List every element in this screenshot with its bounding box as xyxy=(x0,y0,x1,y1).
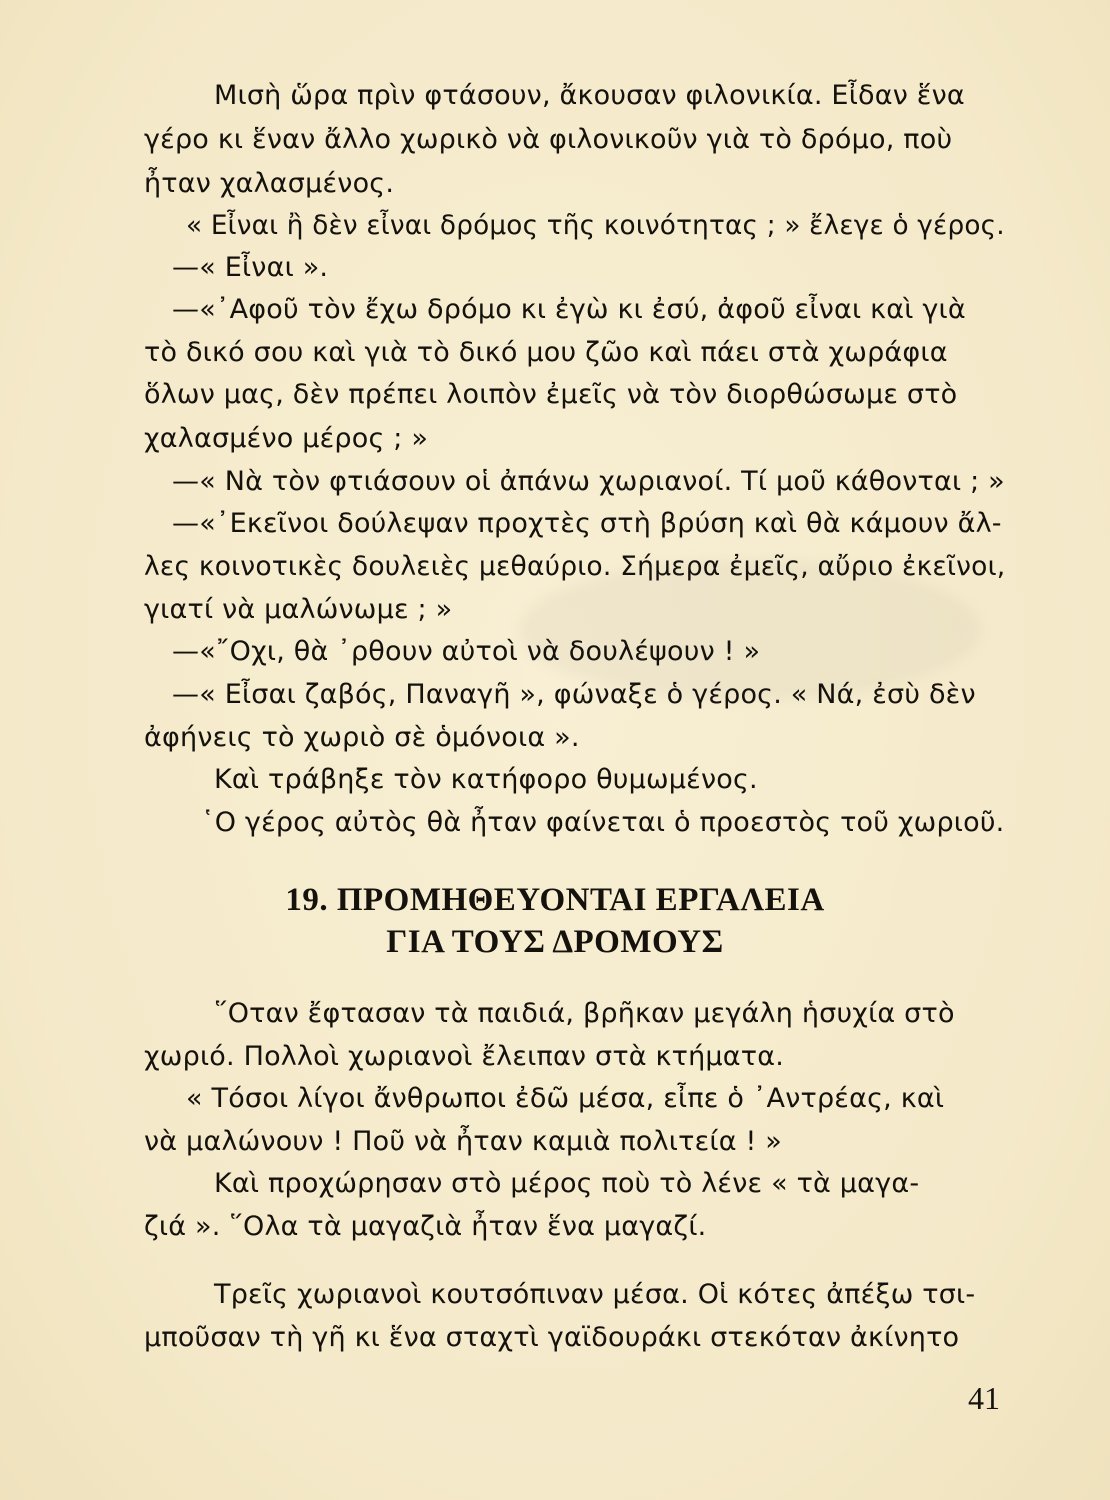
text-line: γιατί νὰ μαλώνωμε ; » xyxy=(144,594,453,625)
text-line: λες κοινοτικὲς δουλειὲς μεθαύριο. Σήμερα ἐμεῖς, αὔριο ἐκεῖνοι, xyxy=(144,551,1006,582)
text-line: —«᾿Εκεῖνοι δούλεψαν προχτὲς στὴ βρύση καὶ θὰ κάμουν ἄλ- xyxy=(172,508,1002,539)
text-line: Καὶ προχώρησαν στὸ μέρος ποὺ τὸ λένε « τὰ μαγα- xyxy=(214,1168,920,1199)
text-line: Μισὴ ὥρα πρὶν φτάσουν, ἄκουσαν φιλονικία. Εἶδαν ἕνα xyxy=(214,80,965,111)
text-line: « Τόσοι λίγοι ἄνθρωποι ἐδῶ μέσα, εἶπε ὁ ᾿Αντρέας, καὶ xyxy=(186,1083,945,1114)
text-line: Τρεῖς χωριανοὶ κουτσόπιναν μέσα. Οἱ κότες ἀπέξω τσι- xyxy=(214,1279,976,1310)
text-line: —«᾿Αφοῦ τὸν ἔχω δρόμο κι ἐγὼ κι ἐσύ, ἀφοῦ εἶναι καὶ γιὰ xyxy=(172,294,966,325)
text-line: ἦταν χαλασμένος. xyxy=(144,168,395,199)
text-line: « Εἶναι ἢ δὲν εἶναι δρόμος τῆς κοινότητας ; » ἔλεγε ὁ γέρος. xyxy=(186,210,1005,241)
text-line: —«῎Οχι, θὰ ᾿ρθουν αὐτοὶ νὰ δουλέψουν ! » xyxy=(172,636,761,667)
text-line: —« Νὰ τὸν φτιάσουν οἱ ἀπάνω χωριανοί. Τί μοῦ κάθονται ; » xyxy=(172,466,1005,497)
text-line: γέρο κι ἕναν ἄλλο χωρικὸ νὰ φιλονικοῦν γιὰ τὸ δρόμο, ποὺ xyxy=(144,124,953,155)
text-line: ῞Οταν ἔφτασαν τὰ παιδιά, βρῆκαν μεγάλη ἡσυχία στὸ xyxy=(214,998,955,1029)
text-line: μποῦσαν τὴ γῆ κι ἕνα σταχτὶ γαϊδουράκι στεκόταν ἀκίνητο xyxy=(144,1322,960,1353)
chapter-heading-line-1: 19. ΠΡΟΜΗΘΕΥΟΝΤΑΙ ΕΡΓΑΛΕΙΑ xyxy=(285,882,825,918)
text-line: ὅλων μας, δὲν πρέπει λοιπὸν ἐμεῖς νὰ τὸν διορθώσωμε στὸ xyxy=(144,379,958,410)
text-line: —« Εἶναι ». xyxy=(172,252,329,283)
text-line: ζιά ». ῞Ολα τὰ μαγαζιὰ ἦταν ἕνα μαγαζί. xyxy=(144,1211,707,1242)
text-line: νὰ μαλώνουν ! Ποῦ νὰ ἦταν καμιὰ πολιτεία ! » xyxy=(144,1126,783,1157)
text-line: —« Εἶσαι ζαβός, Παναγῆ », φώναξε ὁ γέρος. « Νά, ἐσὺ δὲν xyxy=(172,679,976,710)
text-line: χαλασμένο μέρος ; » xyxy=(144,423,429,454)
chapter-heading-line-2: ΓΙΑ ΤΟΥΣ ΔΡΟΜΟΥΣ xyxy=(386,924,724,960)
text-line: ῾Ο γέρος αὐτὸς θὰ ἦταν φαίνεται ὁ προεστὸς τοῦ χωριοῦ. xyxy=(201,807,1005,838)
text-line: ἀφήνεις τὸ χωριὸ σὲ ὁμόνοια ». xyxy=(144,722,580,753)
page-number: 41 xyxy=(968,1380,1000,1416)
text-line: τὸ δικό σου καὶ γιὰ τὸ δικό μου ζῶο καὶ πάει στὰ χωράφια xyxy=(144,337,948,368)
text-line: Καὶ τράβηξε τὸν κατήφορο θυμωμένος. xyxy=(214,764,758,795)
text-line: χωριό. Πολλοὶ χωριανοὶ ἔλειπαν στὰ κτήματα. xyxy=(144,1041,785,1072)
